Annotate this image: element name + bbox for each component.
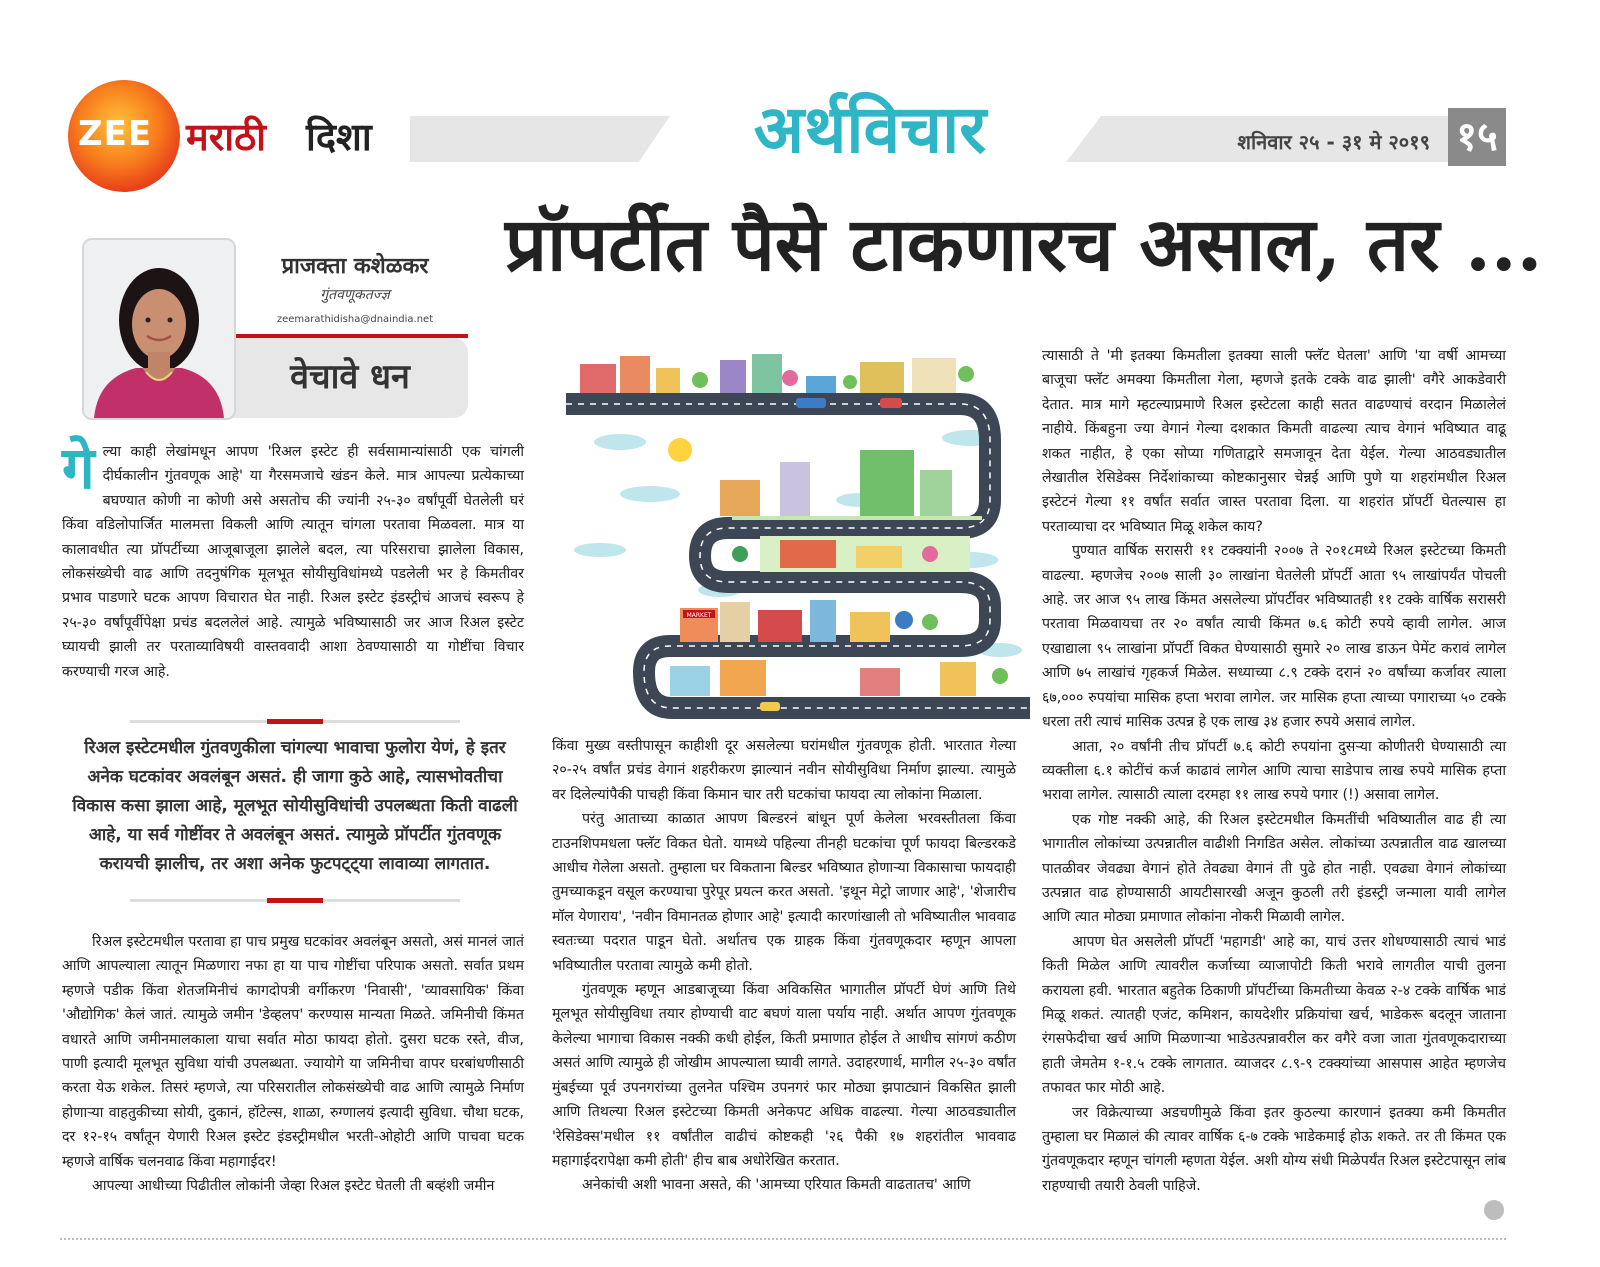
article-paragraph: परंतु आताच्या काळात आपण बिल्डरनं बांधून पूर्ण केलेला भरवस्तीतला किंवा टाउनशिपमधला फ्लॅट विकत घेतो. यामध्ये पहिल्या तीनही घटकांचा पूर्ण फायदा बिल्डरकडे आधीच गेलेला असतो. तुम्हाला घर विकताना बिल्डर भविष्यात होणाऱ्या विकासाचा फायदाही तुमच्याकडून वसूल करण्याचा पुरेपूर प्रयत्न करत असतो. 'इथून मेट्रो जाणार आहे', 'शेजारीच मॉल येणाराय', 'नवीन विमानतळ होणार आहे' इत्यादी कारणांखाली तो भविष्यातील भाववाढ स्वतःच्या पदरात पाडून घेतो. अर्थातच एक ग्राहक किंवा गुंतवणूकदार म्हणून आपला भविष्यातील परतावा त्यामुळे कमी होतो. (552, 811, 1016, 974)
lead-text: ल्या काही लेखांमधून आपण 'रिअल इस्टेट ही सर्वसामान्यांसाठी एक चांगली दीर्घकालीन गुंतवणूक आहे' या गैरसमजाचे खंडन केले. मात्र आपल्या प्रत्येकाच्या बघण्यात कोणी ना कोणी असे असतोच की ज्यांनी २५-३० वर्षांपूर्वी घेतलेली घरं किंवा वडिलोपार्जित मालमत्ता विकली आणि त्यातून चांगला परतावा मिळवला. मात्र या कालावधीत त्या प्रॉपर्टीच्या आजूबाजूला झालेले बदल, त्या परिसराचा झालेला विकास, लोकसंख्येची वाढ आणि तदनुषंगिक मूलभूत सोयीसुविधांमध्ये पडलेली भर हे किमतीवर प्रभाव पाडणारे घटक आपण विचारात घेत नाही. रिअल इस्टेट इंडस्ट्रीचं आजचं स्वरूप हे २५-३० वर्षांपूर्वीपेक्षा प्रचंड बदललेलं आहे. त्यामुळे भविष्यासाठी जर आज रिअल इस्टेट घ्यायची झाली तर परताव्याविषयी वास्तववादी आशा ठेवण्यासाठी या गोष्टींचा विचार करण्याची गरज आहे. (62, 444, 524, 680)
author-role: गुंतवणूकतज्ज्ञ (320, 287, 390, 303)
article-paragraph: आपण घेत असलेली प्रॉपर्टी 'महागडी' आहे का, याचं उत्तर शोधण्यासाठी त्याचं भाडं किती मिळेल आणि त्यावरील कर्जाच्या व्याजापोटी किती भरावे लागतील याची तुलना करायला हवी. भारतात बहुतेक ठिकाणी प्रॉपर्टीच्या किमतीच्या केवळ २-४ टक्के वार्षिक भाडं मिळू शकतं. त्यातही एजंट, कमिशन, कायदेशीर प्रक्रियांचा खर्च, भाडेकरू बदलून जाताना रंगसफेदीचा खर्च आणि मिळणाऱ्या भाडेउत्पन्नावरील कर वगैरे वजा जाता गुंतवणूकदाराच्या हाती जेमतेम १-१.५ टक्के लागतात. व्याजदर ८.९-९ टक्क्यांच्या आसपास आहेत म्हणजेच तफावत फार मोठी आहे. (1042, 933, 1506, 1097)
article-paragraph: जर विक्रेत्याच्या अडचणीमुळे किंवा इतर कुठल्या कारणानं इतक्या कमी किमतीत तुम्हाला घर मिळालं की त्यावर वार्षिक ६-७ टक्के भाडेकमाई होऊ शकते. तर ती किंमत एक गुंतवणूकदार म्हणून चांगली म्हणता येईल. अशी योग्य संधी मिळेपर्यंत रिअल इस्टेटपासून लांब राहण्याची तयारी ठेवली पाहिजे. (1042, 1104, 1506, 1194)
article-column-3 (1042, 344, 1506, 1198)
article-paragraph: किंवा मुख्य वस्तीपासून काहीशी दूर असलेल्या घरांमधील गुंतवणूक होती. भारतात गेल्या २०-२५ वर्षांत प्रचंड वेगानं शहरीकरण झाल्यानं नवीन सोयीसुविधा निर्माण झाल्या. त्यामुळे वर दिलेल्यांपैकी पाचही किंवा किमान चार तरी घटकांचा फायदा त्या लोकांना मिळाला. (552, 738, 1016, 803)
article-headline: प्रॉपर्टीत पैसे टाकणारच असाल, तर ... (505, 202, 1543, 288)
author-name: प्राजक्ता कशेळकर (281, 254, 429, 279)
pull-quote-text: रिअल इस्टेटमधील गुंतवणुकीला चांगल्या भावाचा फुलोरा येणं, हे इतर अनेक घटकांवर अवलंबून असतं. ही जागा कुठे आहे, त्यासभोवतीचा विकास कसा झाला आहे, मूलभूत सोयीसुविधांची उपलब्धता किती वाढली आहे, या सर्व गोष्टींवर ते अवलंबून असतं. त्यामुळे प्रॉपर्टीत गुंतवणूक करायची झालीच, तर अशा अनेक फुटपट्ट्या लावाव्या लागतात. (72, 738, 518, 874)
logo-disha-text: दिशा (306, 115, 372, 159)
article-paragraph: अनेकांची अशी भावना असते, की 'आमच्या एरियात किमती वाढतातच' आणि (582, 1177, 971, 1194)
pull-quote-top-accent (267, 719, 323, 724)
logo-zee-text: ZEE (78, 114, 153, 154)
winding-road-city-icon (560, 350, 1034, 722)
article-column-1 (62, 930, 524, 1198)
author-photo (82, 238, 236, 420)
drop-cap: गे (62, 434, 95, 502)
taxi-icon (760, 702, 780, 711)
author-portrait-icon (84, 240, 234, 418)
city-road-illustration (560, 350, 1034, 722)
article-lead-paragraph (62, 434, 524, 684)
author-email: zeemarathidisha@dnaindia.net (276, 314, 434, 325)
article-paragraph: पुण्यात वार्षिक सरासरी ११ टक्क्यांनी २००७ ते २०१८मध्ये रिअल इस्टेटच्या किमती वाढल्या. म्हणजेच २००७ साली ३० लाखांना घेतलेली प्रॉपर्टी आता ९५ लाखांपर्यंत पोचली आहे. जर आज ९५ लाख किंमत असलेल्या प्रॉपर्टीवर भविष्यातही ११ टक्के वार्षिक सरासरी परतावा मिळवायचा तर २० वर्षांत त्याची किंमत ७.६ कोटी रुपये व्हावी लागेल. आज एखाद्याला ९५ लाखांना प्रॉपर्टी विकत घेण्यासाठी सुमारे २० लाख डाऊन पेमेंट करावं लागेल आणि ७५ लाखांचं गृहकर्ज मिळेल. सध्याच्या ८.९ टक्के दरानं २० वर्षांच्या कर्जावर त्याला ६७,००० रुपयांचा मासिक हप्ता भरावा लागेल. जर मासिक हप्ता त्याच्या पगाराच्या ५० टक्के धरला तरी त्याचं मासिक उत्पन्न हे एक लाख ३४ हजार रुपये असावं लागेल. (1042, 543, 1506, 731)
article-column-2 (552, 734, 1016, 1198)
sun-icon (668, 438, 692, 462)
end-marker-dot (1484, 1200, 1504, 1220)
issue-date: शनिवार २५ - ३१ मे २०१९ (1237, 130, 1430, 154)
pull-quote-bottom-accent (267, 898, 323, 903)
pull-quote (70, 720, 520, 903)
article-paragraph: आता, २० वर्षांनी तीच प्रॉपर्टी ७.६ कोटी रुपयांना दुसऱ्या कोणीतरी घेण्यासाठी त्या व्यक्तीला ६.१ कोटींचं कर्ज काढावं लागेल आणि त्याचा साडेपाच लाख रुपये मासिक हप्ता भरावा लागेल. त्यासाठी त्याला दरमहा ११ लाख रुपये पगार (!) असावा लागेल. (1042, 738, 1506, 804)
section-title: अर्थविचार (753, 90, 987, 168)
article-paragraph: गुंतवणूक म्हणून आडबाजूच्या किंवा अविकसित भागातील प्रॉपर्टी घेणं आणि तिथे मूलभूत सोयीसुविधा तयार होण्याची वाट बघणं याला पर्याय नाही. अर्थात आपण गुंतवणूक केलेल्या भागाचा विकास नक्की कधी होईल, किती प्रमाणात होईल ते आधीच सांगणं कठीण असतं आणि त्यामुळे ही जोखीम आपल्याला घ्यावी लागते. उदाहरणार्थ, मागील २५-३० वर्षांत मुंबईच्या पूर्व उपनगरांच्या तुलनेत पश्चिम उपनगरं फार मोठ्या झपाट्यानं विकसित झाली आणि तिथल्या रिअल इस्टेटच्या किमती अनेकपट अधिक वाढल्या. गेल्या आठवड्यातील 'रेसिडेक्स'मधील ११ वर्षांतील वाढीचं कोष्टकही '२६ पैकी १७ शहरांतील भाववाढ महागाईदरापेक्षा कमी होती' हीच बाब अधोरेखित करतात. (552, 982, 1016, 1169)
car-icon (880, 398, 902, 408)
bus-icon (796, 398, 826, 408)
page-bottom-rule (60, 1238, 1506, 1240)
page-number: १५ (1448, 108, 1506, 166)
market-sign-text: MARKET (686, 612, 712, 619)
article-paragraph: एक गोष्ट नक्की आहे, की रिअल इस्टेटमधील किमतींची भविष्यातील वाढ ही त्या भागातील लोकांच्या उत्पन्नातील वाढीशी निगडित असेल. लोकांच्या उत्पन्नातील वाढ खालच्या पातळीवर जेवढ्या वेगानं होते तेवढ्या वेगानं ती पुढे होत नाही. एवढ्या वेगानं लोकांच्या उत्पन्नात वाढ होण्यासाठी आयटीसारखी अजून कुठली तरी इंडस्ट्री जन्माला यावी लागेल आणि त्यात मोठ्या प्रमाणात लोकांना नोकरी मिळावी लागेल. (1042, 811, 1506, 926)
logo-marathi-text: मराठी (186, 115, 267, 159)
masthead-band-left (410, 116, 670, 162)
article-paragraph: रिअल इस्टेटमधील परतावा हा पाच प्रमुख घटकांवर अवलंबून असतो, असं मानलं जातं आणि आपल्याला त्यातून मिळणारा नफा हा या पाच गोष्टींचा परिपाक असतो. सर्वात प्रथम म्हणजे पडीक किंवा शेतजमिनीचं कागदोपत्री वर्गीकरण 'निवासी', 'व्यावसायिक' किंवा 'औद्योगिक' केलं जातं. त्यामुळे जमीन 'डेव्हलप' करण्यास मान्यता मिळते. जमिनीची किंमत वधारते आणि जमीनमालकाला याचा सर्वात मोठा फायदा होतो. दुसरा घटक रस्ते, वीज, पाणी इत्यादी मूलभूत सुविधा यांची उपलब्धता. ज्यायोगे या जमिनीचा वापर घरबांधणीसाठी करता येऊ शकेल. तिसरं म्हणजे, त्या परिसरातील लोकसंख्येची वाढ आणि त्यामुळे निर्माण होणाऱ्या वाहतुकीच्या सोयी, दुकानं, हॉटेल्स, शाळा, रुग्णालयं इत्यादी सुविधा. चौथा घटक, दर १२-१५ वर्षांतून येणारी रिअल इस्टेट इंडस्ट्रीमधील भरती-ओहोटी आणि पाचवा घटक म्हणजे वार्षिक चलनवाढ किंवा महागाईदर! (62, 934, 524, 1170)
article-paragraph: त्यासाठी ते 'मी इतक्या किमतीला इतक्या साली फ्लॅट घेतला' आणि 'या वर्षी आमच्या बाजूचा फ्लॅट अमक्या किमतीला गेला, म्हणजे इतके टक्के वाढ झाली' वगैरे आकडेवारी देतात. मात्र मागे म्हटल्याप्रमाणे रिअल इस्टेटला काही सतत वाढण्याचं वरदान मिळालेलं नाहीये. किंबहुना ज्या वेगानं गेल्या दशकात किमती वाढल्या त्याच वेगानं भविष्यात वाढू शकत नाहीत, हे एका सोप्या गणिताद्वारे समजावून देता येईल. गेल्या आठवड्यातील लेखातील रेसिडेक्स निर्देशांकाच्या कोष्टकानुसार चेन्नई आणि पुणे या शहरांमधील रिअल इस्टेटनं गेल्या ११ वर्षांत सर्वात जास्त परतावा दिला. या शहरांत प्रॉपर्टी घेतल्यास हा परताव्याचा दर भविष्यात मिळू शकेल काय? (1042, 348, 1506, 535)
column-name: वेचावे धन (290, 357, 410, 397)
article-paragraph: आपल्या आधीच्या पिढीतील लोकांनी जेव्हा रिअल इस्टेट घेतली ती बव्हंशी जमीन (92, 1178, 495, 1195)
